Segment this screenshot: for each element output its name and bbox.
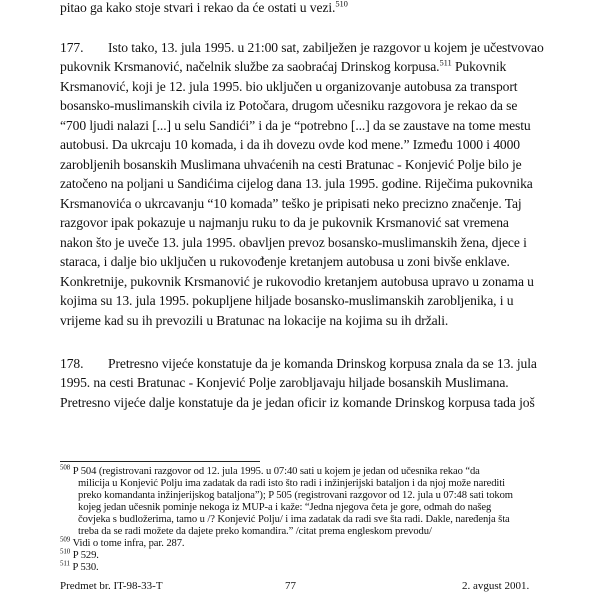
- footnote-508-line: treba da se radi možete da dajete preko komandira.” /citat prema engleskom prevodu/: [78, 526, 432, 537]
- para-177-line: autobusi. Da ukrcaju 10 komada, i da ih dovezu ovde kod mene.” Između 1000 i 4000: [60, 137, 521, 152]
- para-177-line: zarobljenih bosanskih Muslimana uhvaćenih na cesti Bratunac - Konjević Polje bilo je: [60, 157, 522, 172]
- footnote-ref-510: 510: [335, 0, 348, 9]
- footnote-number: 508: [60, 463, 71, 472]
- footnote-number: 510: [60, 547, 71, 556]
- footnote-508-line: preko komandanta inžinjerijskog bataljona”); P 505 (registrovani razgovor od 12. jula u 07:48 sati tokom: [78, 490, 513, 501]
- footnote-509: [60, 535, 185, 550]
- para-177-line: razgovor ipak pokazuje u najmanju ruku to da je pukovnik Krsmanović sat vremena: [60, 215, 509, 230]
- footnote-text: P 504 (registrovani razgovor od 12. jula 1995. u 07:40 sati u kojem je jedan od učesnika rekao “da: [72, 466, 480, 477]
- footnote-text: P 530.: [72, 562, 99, 573]
- para-177-line: staraca, i dalje bio uključen u rukovođenje kretanjem autobusa u zoni bivše enklave.: [60, 254, 510, 269]
- footnote-text: Vidi o tome infra, par. 287.: [72, 538, 185, 549]
- para-178-line: Pretresno vijeće konstatuje da je komanda Drinskog korpusa znala da se 13. jula: [108, 356, 537, 371]
- para-177-line: kojima su 13. jula 1995. pokupljene hiljade bosansko-muslimanskih zarobljenika, i u: [60, 293, 514, 308]
- footnote-511: [60, 559, 99, 574]
- para-177-line: Konkretnije, pukovnik Krsmanović je rukovodio kretanjem autobusa upravo u zonama u: [60, 274, 534, 289]
- footnote-number: 509: [60, 535, 71, 544]
- footnote-508: [60, 463, 480, 478]
- para-177-line: Krsmanović, koji je 12. jula 1995. bio uključen u organizovanje autobusa za transport: [60, 79, 518, 94]
- para-177-line: vrijeme kad su ih prevozili u Bratunac na lokacije na kojima su ih držali.: [60, 313, 449, 328]
- para-178-line: 1995. na cesti Bratunac - Konjević Polje zarobljavaju hiljade bosanskih Muslimana.: [60, 375, 509, 390]
- footnote-text: P 529.: [72, 550, 99, 561]
- footnote-508-line: milicija u Konjević Polju ima zadatak da radi isto što radi i inžinjerijski bataljon i da njoj može narediti: [78, 478, 505, 489]
- para-177-line: zatočeno na poljani u Sandićima cijelog dana 13. jula 1995. godine. Riječima pukovnika: [60, 176, 533, 191]
- footnote-508-line: kojeg jedan učesnik pominje nekoga iz MUP-a i kaže: “Jedna njegova četa je gore, odmah do našeg: [78, 502, 492, 513]
- para-177-number: 177.: [60, 40, 84, 55]
- page-number: 77: [285, 580, 296, 592]
- para-177-line: nakon što je uveče 13. jula 1995. obavljen prevoz bosansko-muslimanskih žena, djece i: [60, 235, 527, 250]
- footnote-ref-511: 511: [439, 57, 452, 68]
- footnote-separator: [60, 461, 260, 462]
- para-178-line: Pretresno vijeće dalje konstatuje da je jedan oficir iz komande Drinskog korpusa tada još: [60, 395, 535, 410]
- para-177-line: “700 ljudi nalazi [...] u selu Sandići” i da je “potrebno [...] da se zaustave na tome mestu: [60, 118, 531, 133]
- para-177-text: pukovnik Krsmanović, načelnik službe za saobraćaj Drinskog korpusa.: [60, 59, 440, 74]
- para-177-line: bosansko-muslimanskih civila iz Potočara, drugom učesniku razgovora je rekao da se: [60, 98, 518, 113]
- para-178-number: 178.: [60, 356, 84, 371]
- footnote-number: 511: [60, 559, 70, 568]
- para-177-line: Isto tako, 13. jula 1995. u 21:00 sat, zabilježen je razgovor u kojem je učestvovao: [108, 40, 544, 55]
- para-177-line: [60, 59, 506, 75]
- case-number: Predmet br. IT-98-33-T: [60, 580, 163, 592]
- continuation-line: [60, 0, 348, 16]
- continuation-text: pitao ga kako stoje stvari i rekao da će ostati u vezi.: [60, 0, 336, 15]
- para-177-line: Krsmanovića o ukrcavanju “10 komada” teško je pripisati neko precizno značenje. Taj: [60, 196, 522, 211]
- footnote-508-line: čovjeka s budložerima, tamo u /? Konjević Polju/ i ima zadatak da radi sve šta radi. Dakle, naređenja šta: [78, 514, 510, 525]
- document-date: 2. avgust 2001.: [462, 580, 530, 592]
- para-177-text: Pukovnik: [454, 59, 507, 74]
